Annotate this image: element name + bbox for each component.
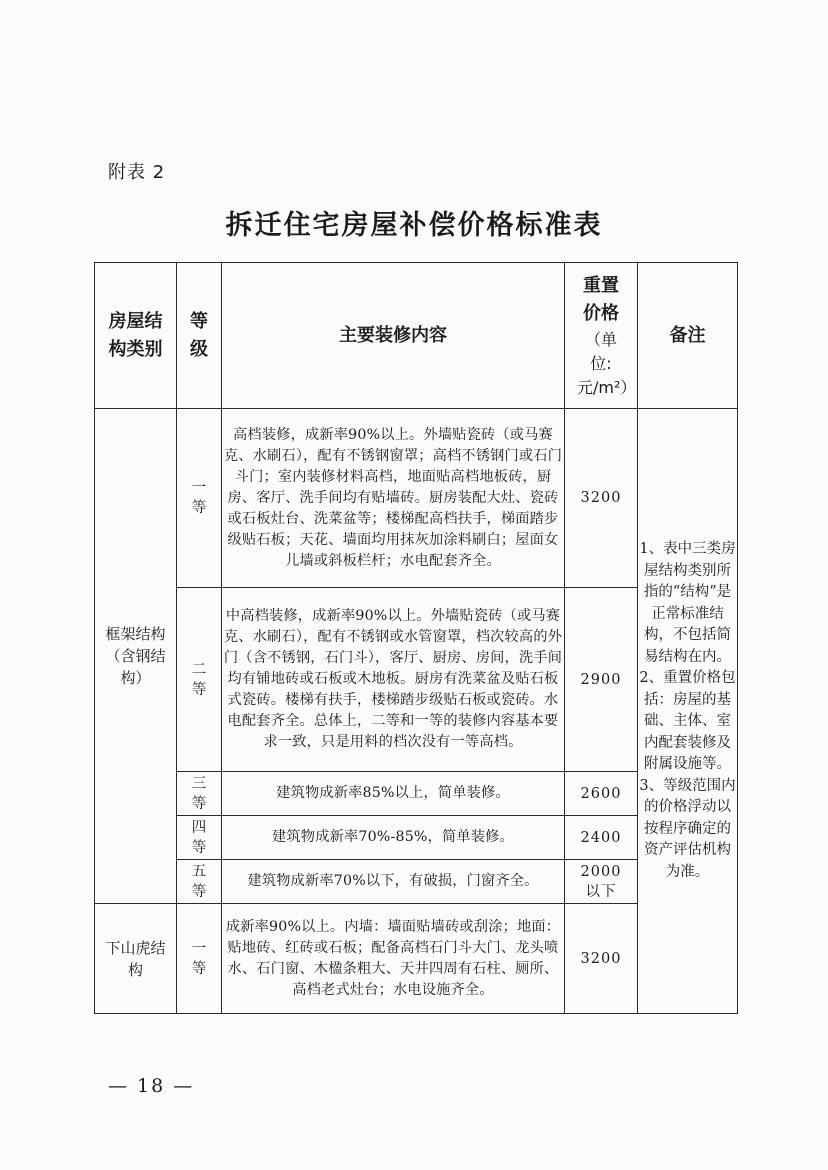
header-category: 房屋结构类别 <box>95 263 177 409</box>
content-cell: 高档装修，成新率90%以上。外墙贴瓷砖（或马赛克、水刷石），配有不锈钢窗罩；高档不锈钢门或石门斗门；室内装修材料高档，地面贴高档地板砖，厨房、客厅、洗手间均有贴墙砖。厨房装配大灶、瓷砖或石板灶台、洗菜盆等；楼梯配高档扶手，梯面踏步级贴石板；天花、墙面均用抹灰加涂料刷白；屋面女儿墙或斜板栏杆；水电配套齐全。 <box>222 409 565 588</box>
price-cell: 2900 <box>565 588 638 772</box>
content-cell: 建筑物成新率70%-85%，简单装修。 <box>222 816 565 860</box>
header-content: 主要装修内容 <box>222 263 565 409</box>
category-cell: 下山虎结构 <box>95 904 177 1014</box>
content-cell: 成新率90%以上。内墙：墙面贴墙砖或刮涂；地面：贴地砖、红砖或石板；配备高档石门斗大门、龙头喷水、石门窗、木楹条粗大、天井四周有石柱、厕所、高档老式灶台；水电设施齐全。 <box>222 904 565 1014</box>
appendix-label: 附表 2 <box>108 162 166 183</box>
grade-cell: 三等 <box>177 772 222 816</box>
table-header-row <box>95 263 738 409</box>
content-cell: 建筑物成新率70%以下，有破损，门窗齐全。 <box>222 860 565 904</box>
content-cell: 中高档装修，成新率90%以上。外墙贴瓷砖（或马赛克、水刷石），配有不锈钢或水管窗罩，档次较高的外门（含不锈钢，石门斗），客厅、厨房、房间，洗手间均有铺地砖或石板或木地板。厨房有洗菜盆及贴石板式瓷砖。楼梯有扶手，楼梯踏步级贴石板或瓷砖。水电配套齐全。总体上，二等和一等的装修内容基本要求一致，只是用料的档次没有一等高档。 <box>222 588 565 772</box>
price-cell: 2600 <box>565 772 638 816</box>
grade-cell: 二等 <box>177 588 222 772</box>
price-cell: 2000以下 <box>565 860 638 904</box>
grade-cell: 一等 <box>177 904 222 1014</box>
page-number: — 18 — <box>108 1075 195 1097</box>
header-price: 重置价格 （单位:元/m²） <box>565 263 638 409</box>
page-title: 拆迁住宅房屋补偿价格标准表 <box>225 210 603 241</box>
category-cell: 框架结构（含钢结构） <box>95 409 177 904</box>
grade-cell: 一等 <box>177 409 222 588</box>
grade-cell: 四等 <box>177 816 222 860</box>
compensation-price-table <box>94 262 738 1014</box>
table-row <box>95 409 738 588</box>
price-cell: 3200 <box>565 904 638 1014</box>
price-cell: 2400 <box>565 816 638 860</box>
price-cell: 3200 <box>565 409 638 588</box>
content-cell: 建筑物成新率85%以上，简单装修。 <box>222 772 565 816</box>
header-price-unit: （单位:元/m²） <box>577 329 637 397</box>
header-remarks: 备注 <box>638 263 738 409</box>
header-grade: 等级 <box>177 263 222 409</box>
grade-cell: 五等 <box>177 860 222 904</box>
remarks-cell: 1、表中三类房屋结构类别所指的“结构”是正常标准结构，不包括简易结构在内。2、重置价格包括：房屋的基础、主体、室内配套装修及附属设施等。3、等级范围内的价格浮动以按程序确定的资产评估机构为准。 <box>638 409 738 1014</box>
